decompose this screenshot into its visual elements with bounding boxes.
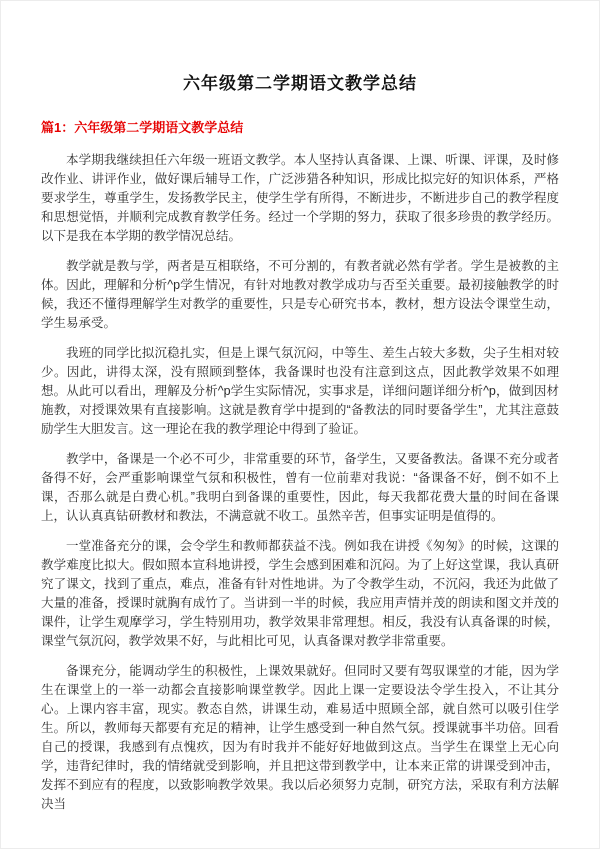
paragraph: 备课充分，能调动学生的积极性，上课效果就好。但同时又要有驾驭课堂的才能，因为学生在课堂上的一举一动都会直接影响课堂教学。因此上课一定要设法令学生投入，不让其分心。上课内容丰富，现实。教态自然，讲课生动，难易适中照顾全部，就自然可以吸引住学生。所以，教师每天都要有充足的精神，让学生感受到一种自然气氛。授课就事半功倍。回看自己的授课，我感到有点愧疚，因为有时我并不能好好地做到这点。当学生在课堂上无心向学，违背纪律时，我的情绪就受到影响，并且把这带到教学中，让本来正常的讲课受到冲击，发挥不到应有的程度，以致影响教学效果。我以后必须努力克制，研究方法，采取有利方法解决当 xyxy=(41,664,559,812)
document-title: 六年级第二学期语文教学总结 xyxy=(183,74,417,93)
paragraph: 本学期我继续担任六年级一班语文教学。本人坚持认真备课、上课、听课、评课，及时修改作业、讲评作业，做好课后辅导工作，广泛涉猎各种知识，形成比拟完好的知识体系，严格要求学生，尊重学生，发扬教学民主，使学生学有所得，不断进步，不断进步自己的教学程度和思想觉悟，并顺利完成教育教学任务。经过一个学期的努力，获取了很多珍贵的教学经历。以下是我在本学期的教学情况总结。 xyxy=(41,153,559,244)
document-body xyxy=(41,151,559,814)
paragraph: 一堂准备充分的课，会令学生和教师都获益不浅。例如我在讲授《匆匆》的时候，这课的教学难度比拟大。假如照本宣科地讲授，学生会感到困难和沉闷。为了上好这堂课，我认真研究了课文，找到了重点，难点，准备有针对性地讲。为了令教学生动，不沉闷，我还为此做了大量的准备，授课时就胸有成竹了。当讲到一半的时候，我应用声情并茂的朗读和图文并茂的课件，让学生观摩学习，学生特别用功，教学效果非常理想。相反，我没有认真备课的时候，课堂气氛沉闷，教学效果不好，与此相比可见，认真备课对教学非常重要。 xyxy=(41,539,559,649)
paragraph: 教学中，备课是一个必不可少，非常重要的环节，备学生，又要备教法。备课不充分或者备得不好，会严重影响课堂气氛和积极性，曾有一位前辈对我说：“备课备不好，倒不如不上课，否那么就是白费心机。”我明白到备课的重要性，因此，每天我都花费大量的时间在备课上，认认真真钻研教材和教法，不满意就不收工。虽然辛苦，但事实证明是值得的。 xyxy=(41,452,559,524)
section-heading: 篇1：六年级第二学期语文教学总结 xyxy=(41,120,244,136)
paragraph: 我班的同学比拟沉稳扎实，但是上课气氛沉闷，中等生、差生占较大多数，尖子生相对较少。因此，讲得太深，没有照顾到整体，我备课时也没有注意到这点，因此教学效果不如理想。从此可以看出，理解及分析^p学生实际情况，实事求是，详细问题详细分析^p，做到因材施教，对授课效果有直接影响。这就是教育学中提到的“备教法的同时要备学生”，尤其注意鼓励学生大胆发言。这一理论在我的教学理论中得到了验证。 xyxy=(41,346,559,437)
paragraph: 教学就是教与学，两者是互相联络，不可分割的，有教者就必然有学者。学生是被教的主体。因此，理解和分析^p学生情况，有针对地教对教学成功与否至关重要。最初接触教学的时候，我还不懂得理解学生对教学的重要性，只是专心研究书本，教材，想方设法令课堂生动，学生易承受。 xyxy=(41,259,559,331)
